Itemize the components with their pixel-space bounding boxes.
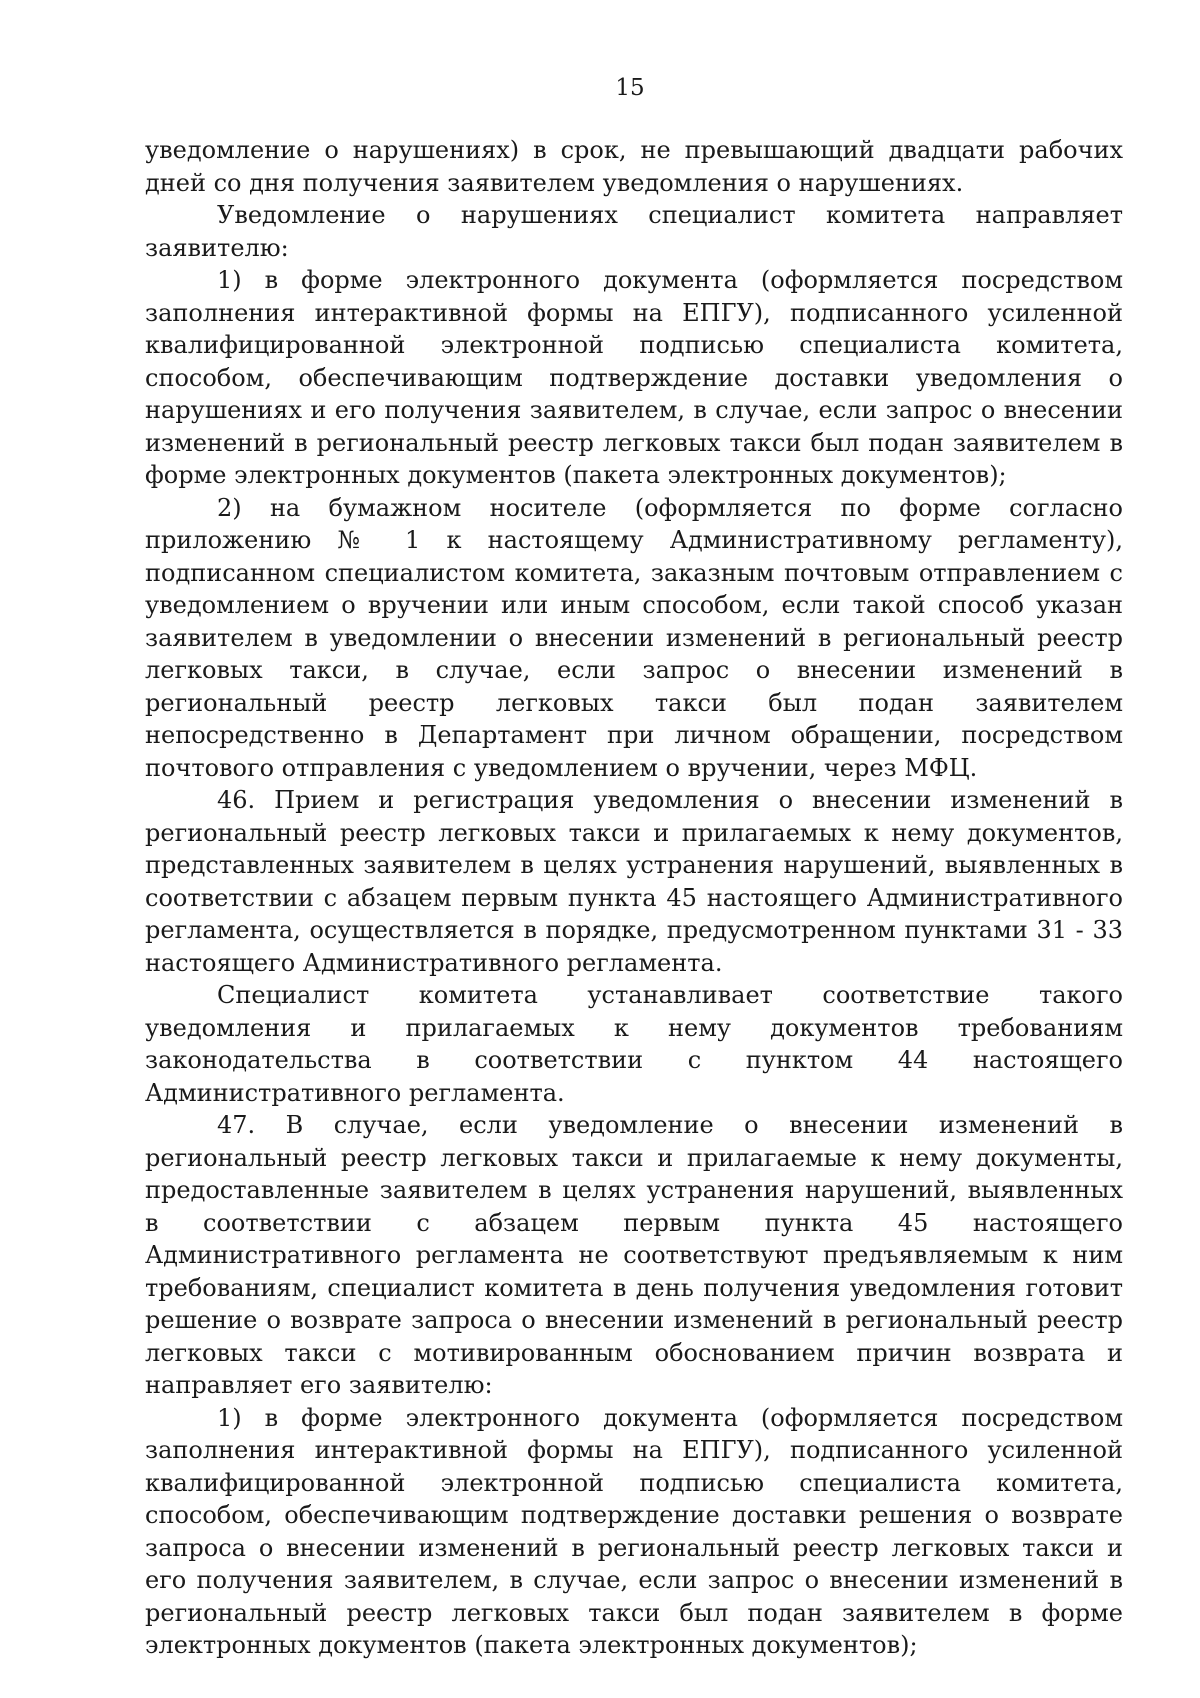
paragraph-notice-recipient: Уведомление о нарушениях специалист комитета направляет заявителю: xyxy=(145,201,1123,262)
paragraph-electronic-form: 1) в форме электронного документа (оформляется посредством заполнения интерактивной формы на ЕПГУ), подписанного усиленной квалифицированной электронной подписью специалиста комитета, способом, обеспечивающим подтверждение доставки уведомления о нарушениях и его получения заявителем, в случае, если запрос о внесении изменений в региональный реестр легковых такси был подан заявителем в форме электронных документов (пакета электронных документов); xyxy=(145,266,1123,489)
page-number: 15 xyxy=(615,75,645,101)
paragraph-return-electronic-form: 1) в форме электронного документа (оформляется посредством заполнения интерактивной формы на ЕПГУ), подписанного усиленной квалифицированной электронной подписью специалиста комитета, способом, обеспечивающим подтверждение доставки решения о возврате запроса о внесении изменений в региональный реестр легковых такси и его получения заявителем, в случае, если запрос о внесении изменений в региональный реестр легковых такси был подан заявителем в форме электронных документов (пакета электронных документов); xyxy=(145,1403,1123,1659)
paragraph-continuation: уведомление о нарушениях) в срок, не превышающий двадцати рабочих дней со дня получения заявителем уведомления о нарушениях. xyxy=(145,136,1123,197)
paragraph-compliance-check: Специалист комитета устанавливает соответствие такого уведомления и прилагаемых к нему документов требованиям законодательства в соответствии с пунктом 44 настоящего Административного регламента. xyxy=(145,981,1123,1107)
paragraph-item-46: 46. Прием и регистрация уведомления о внесении изменений в региональный реестр легковых такси и прилагаемых к нему документов, представленных заявителем в целях устранения нарушений, выявленных в соответствии с абзацем первым пункта 45 настоящего Административного регламента, осуществляется в порядке, предусмотренном пунктами 31 - 33 настоящего Административного регламента. xyxy=(145,786,1123,977)
paragraph-paper-form: 2) на бумажном носителе (оформляется по форме согласно приложению № 1 к настоящему Административному регламенту), подписанном специалистом комитета, заказным почтовым отправлением с уведомлением о вручении или иным способом, если такой способ указан заявителем в уведомлении о внесении изменений в региональный реестр легковых такси, в случае, если запрос о внесении изменений в региональный реестр легковых такси был подан заявителем непосредственно в Департамент при личном обращении, посредством почтового отправления с уведомлением о вручении, через МФЦ. xyxy=(145,493,1123,782)
document-body xyxy=(145,134,1123,1662)
paragraph-item-47: 47. В случае, если уведомление о внесении изменений в региональный реестр легковых такси и прилагаемые к нему документы, предоставленные заявителем в целях устранения нарушений, выявленных в соответствии с абзацем первым пункта 45 настоящего Административного регламента не соответствуют предъявляемым к ним требованиям, специалист комитета в день получения уведомления готовит решение о возврате запроса о внесении изменений в региональный реестр легковых такси с мотивированным обоснованием причин возврата и направляет его заявителю: xyxy=(145,1111,1123,1399)
